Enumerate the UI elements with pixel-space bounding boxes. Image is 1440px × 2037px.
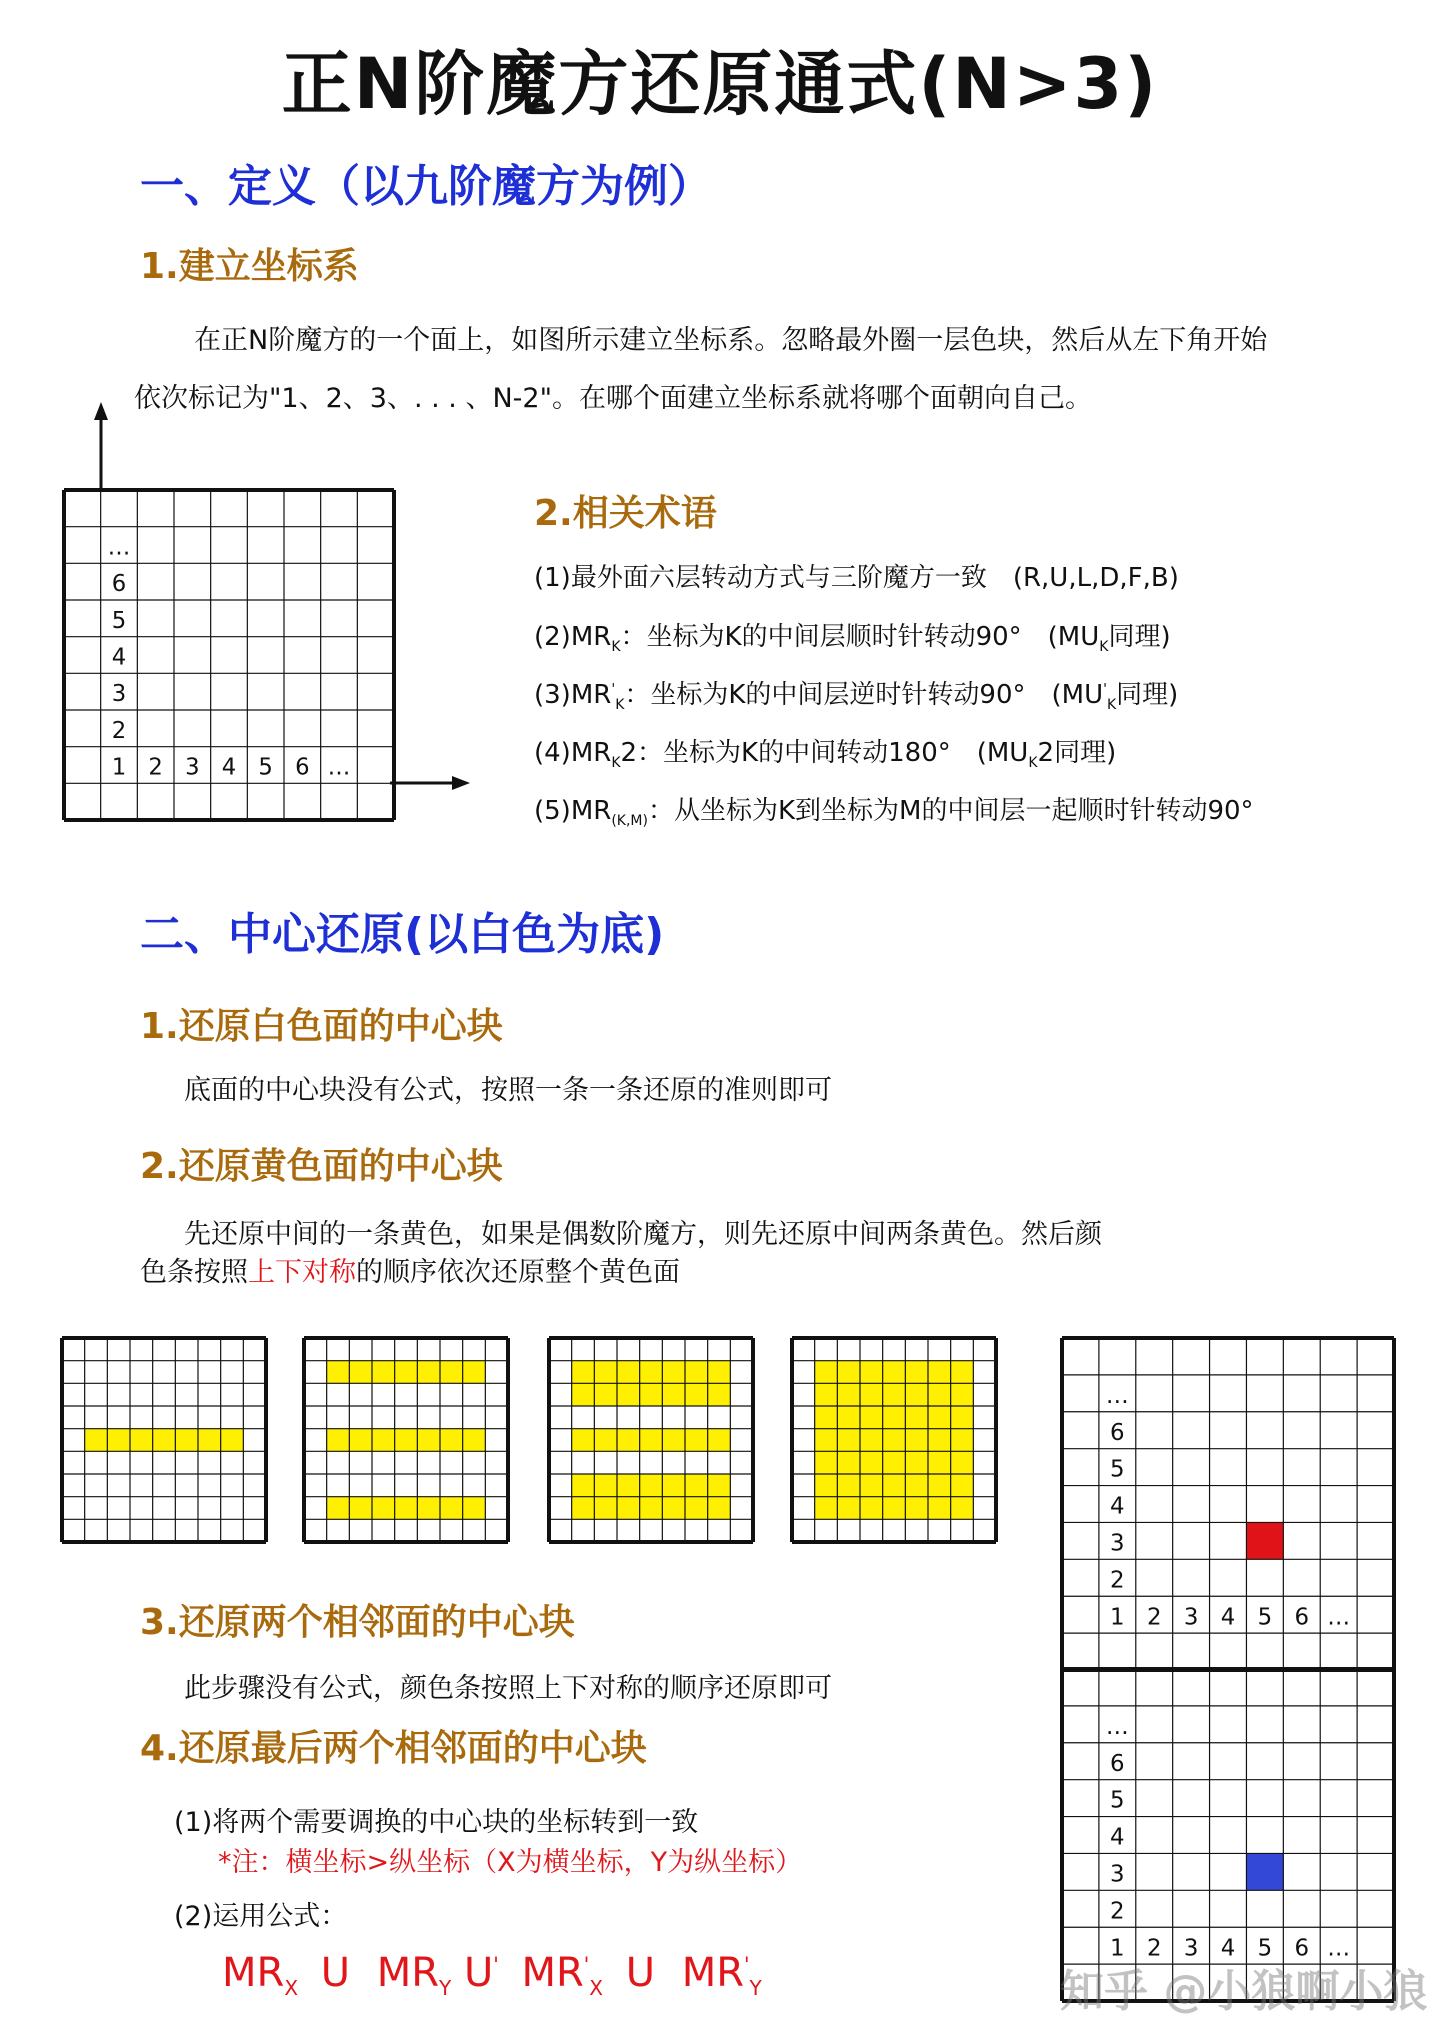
grid-y-label: 5 [1110,1787,1125,1814]
filled-cell [883,1451,906,1474]
filled-cell [883,1497,906,1520]
filled-cell [372,1497,395,1520]
grid-x-label: 4 [221,754,237,781]
page-title: 正N阶魔方还原通式(N>3) [281,43,1159,125]
filled-cell [860,1474,883,1497]
filled-cell [815,1429,838,1452]
filled-cell [440,1361,463,1384]
filled-cell [815,1497,838,1520]
filled-cell [327,1497,350,1520]
grid-x-label: 3 [1183,1935,1199,1962]
filled-cell [662,1361,685,1384]
filled-cell [572,1361,595,1384]
grid-y-label: 1 [1110,1935,1125,1962]
filled-cell [594,1383,617,1406]
grid-y-label: 4 [1110,1824,1125,1851]
grid-x-label: … [1327,1935,1351,1962]
grid-y-label: 3 [111,681,127,708]
filled-cell [685,1474,708,1497]
filled-cell [905,1474,928,1497]
filled-cell [883,1429,906,1452]
filled-cell [153,1429,176,1452]
filled-cell [685,1361,708,1384]
filled-cell [928,1361,951,1384]
filled-cell [617,1429,640,1452]
grid-y-label: 2 [111,717,127,744]
s1-text: 底面的中心块没有公式，按照一条一条还原的准则即可 [184,1075,832,1106]
filled-cell [640,1383,663,1406]
filled-cell [594,1497,617,1520]
sub1-text-line1: 在正N阶魔方的一个面上，如图所示建立坐标系。忽略最外圈一层色块，然后从左下角开始 [194,325,1268,356]
filled-cell [349,1429,372,1452]
filled-cell [685,1497,708,1520]
filled-cell [815,1451,838,1474]
filled-cell [463,1361,486,1384]
s4-step1: (1)将两个需要调换的中心块的坐标转到一致 [174,1807,699,1838]
filled-cell [837,1429,860,1452]
grid-x-label: 5 [1257,1935,1273,1962]
filled-cell [708,1497,731,1520]
grid-x-label: 5 [1257,1604,1273,1631]
filled-cell [837,1361,860,1384]
filled-cell [951,1474,974,1497]
filled-cell [815,1406,838,1429]
filled-cell [662,1497,685,1520]
grid-y-label: … [1105,1713,1129,1740]
filled-cell [395,1429,418,1452]
filled-cell [928,1451,951,1474]
filled-cell [107,1429,130,1452]
filled-cell [617,1361,640,1384]
filled-cell [395,1361,418,1384]
section1-sub2-heading: 2.相关术语 [534,493,717,534]
yellow-step-grid-3 [547,1336,757,1546]
grid-x-label: 3 [1183,1604,1199,1631]
filled-cell [640,1497,663,1520]
yellow-step-grid-2 [302,1336,512,1546]
filled-cell [349,1497,372,1520]
grid-x-label: 3 [185,754,200,781]
filled-cell [440,1429,463,1452]
y-axis-arrowhead [94,402,108,420]
grid-y-label: … [1105,1382,1129,1409]
grid-y-label: 3 [1110,1861,1125,1888]
filled-cell [928,1406,951,1429]
filled-cell [815,1474,838,1497]
grid-y-label: 2 [1110,1567,1125,1594]
filled-cell [883,1383,906,1406]
s2-text-line2: 色条按照上下对称的顺序依次还原整个黄色面 [140,1257,680,1288]
filled-cell [708,1474,731,1497]
filled-cell [837,1474,860,1497]
sub1-text-line2: 依次标记为"1、2、3、. . . 、N-2"。在哪个面建立坐标系就将哪个面朝向自己。 [134,383,1092,414]
filled-cell [617,1474,640,1497]
filled-cell [640,1361,663,1384]
filled-cell [685,1383,708,1406]
filled-cell [395,1497,418,1520]
grid-y-label: 1 [1110,1604,1125,1631]
term-2: $(2)MR_K$：坐标为K的中间层顺时针转动90° ($MU_K$同理) [534,622,1171,656]
filled-cell [417,1361,440,1384]
grid-y-label: 2 [1110,1898,1125,1925]
coordinate-grid-diagram [50,370,510,830]
filled-cell [372,1361,395,1384]
filled-cell [860,1497,883,1520]
filled-cell [883,1474,906,1497]
s3-text: 此步骤没有公式，颜色条按照上下对称的顺序还原即可 [184,1673,832,1704]
filled-cell [708,1429,731,1452]
filled-cell [815,1361,838,1384]
grid-x-label: 4 [1220,1935,1236,1962]
grid-x-label: 2 [148,754,163,781]
filled-cell [837,1383,860,1406]
section2-s1-heading: 1.还原白色面的中心块 [140,1006,503,1047]
filled-cell [928,1429,951,1452]
watermark: 知乎 @小狼啊小狼 [1060,1966,1428,2017]
filled-cell [928,1497,951,1520]
filled-cell [175,1429,198,1452]
filled-cell [815,1383,838,1406]
filled-cell [130,1429,153,1452]
grid-x-label: … [327,754,351,781]
filled-cell [905,1497,928,1520]
grid-x-label: 5 [258,754,273,781]
section1-heading: 一、定义（以九阶魔方为例） [140,161,712,212]
filled-cell [640,1474,663,1497]
filled-cell [463,1429,486,1452]
filled-cell [951,1451,974,1474]
swap-grid-blue [1060,1667,1396,2003]
swap-formula: $MR_X$ U $MR_Y$ U' $MR'_X$ U $MR'_Y$ [222,1950,762,2000]
filled-cell [594,1429,617,1452]
filled-cell [372,1429,395,1452]
filled-cell [837,1406,860,1429]
grid-y-label: 6 [1110,1750,1125,1777]
grid-y-label: 6 [111,571,127,598]
grid-y-label: 5 [111,607,127,634]
filled-cell [905,1429,928,1452]
term-3: $(3)MR'_K$：坐标为K的中间层逆时针转动90° ($MU'_K$同理) [534,680,1179,714]
main-grid [64,490,394,820]
filled-cell [883,1406,906,1429]
term-1: (1)最外面六层转动方式与三阶魔方一致 (R,U,L,D,F,B) [534,563,1179,593]
grid-y-label: 1 [111,754,127,781]
filled-cell [837,1451,860,1474]
filled-cell [928,1474,951,1497]
section2-s2-heading: 2.还原黄色面的中心块 [140,1146,503,1187]
filled-cell [905,1406,928,1429]
filled-cell [417,1497,440,1520]
filled-cell [221,1429,244,1452]
grid-x-label: … [1327,1604,1351,1631]
s4-step2: (2)运用公式： [174,1901,348,1932]
filled-cell [617,1497,640,1520]
grid-x-label: 6 [1294,1604,1310,1631]
filled-cell [440,1497,463,1520]
filled-cell [572,1474,595,1497]
filled-cell [951,1406,974,1429]
filled-cell [463,1497,486,1520]
filled-cell [951,1383,974,1406]
term-5: $(5)MR_{(K,M)}$：从坐标为K到坐标为M的中间层一起顺时针转动90° [534,796,1254,830]
filled-cell [860,1383,883,1406]
filled-cell [617,1383,640,1406]
filled-cell [860,1361,883,1384]
yellow-step-grid-1 [60,1336,270,1546]
section1-sub1-heading: 1.建立坐标系 [140,246,359,287]
filled-cell [349,1361,372,1384]
filled-cell [905,1383,928,1406]
filled-cell [708,1383,731,1406]
filled-cell [951,1497,974,1520]
grid-x-label: 6 [295,754,310,781]
filled-cell [837,1497,860,1520]
filled-cell [1246,1853,1283,1890]
grid-y-label: … [107,534,131,561]
filled-cell [85,1429,108,1452]
filled-cell [883,1361,906,1384]
filled-cell [662,1429,685,1452]
filled-cell [662,1474,685,1497]
filled-cell [685,1429,708,1452]
filled-cell [951,1361,974,1384]
filled-cell [1246,1522,1283,1559]
s2-text-line1: 先还原中间的一条黄色，如果是偶数阶魔方，则先还原中间两条黄色。然后颜 [184,1219,1102,1250]
section2-s4-heading: 4.还原最后两个相邻面的中心块 [140,1728,647,1769]
filled-cell [860,1451,883,1474]
grid-y-label: 4 [1110,1493,1125,1520]
grid-x-label: 4 [1220,1604,1236,1631]
filled-cell [860,1406,883,1429]
filled-cell [594,1474,617,1497]
filled-cell [860,1429,883,1452]
x-axis-arrowhead [452,776,470,790]
filled-cell [417,1429,440,1452]
section2-s3-heading: 3.还原两个相邻面的中心块 [140,1602,575,1643]
filled-cell [198,1429,221,1452]
s4-note: *注：横坐标>纵坐标（X为横坐标，Y为纵坐标） [218,1847,803,1878]
filled-cell [640,1429,663,1452]
filled-cell [928,1383,951,1406]
filled-cell [662,1383,685,1406]
grid-y-label: 3 [1110,1530,1125,1557]
yellow-step-grid-4 [790,1336,1000,1546]
term-4: $(4)MR_K2$：坐标为K的中间转动180° ($MU_K2$同理) [534,738,1117,772]
filled-cell [327,1429,350,1452]
filled-cell [572,1497,595,1520]
grid-y-label: 4 [111,644,127,671]
filled-cell [594,1361,617,1384]
grid-y-label: 6 [1110,1419,1125,1446]
grid-y-label: 5 [1110,1456,1125,1483]
grid-x-label: 6 [1294,1935,1310,1962]
filled-cell [951,1429,974,1452]
filled-cell [572,1383,595,1406]
filled-cell [572,1429,595,1452]
filled-cell [708,1361,731,1384]
section2-heading: 二、中心还原(以白色为底) [140,909,665,960]
swap-grid-red [1060,1336,1396,1672]
filled-cell [905,1361,928,1384]
filled-cell [327,1361,350,1384]
filled-cell [905,1451,928,1474]
grid-x-label: 2 [1146,1604,1162,1631]
grid-x-label: 2 [1146,1935,1162,1962]
